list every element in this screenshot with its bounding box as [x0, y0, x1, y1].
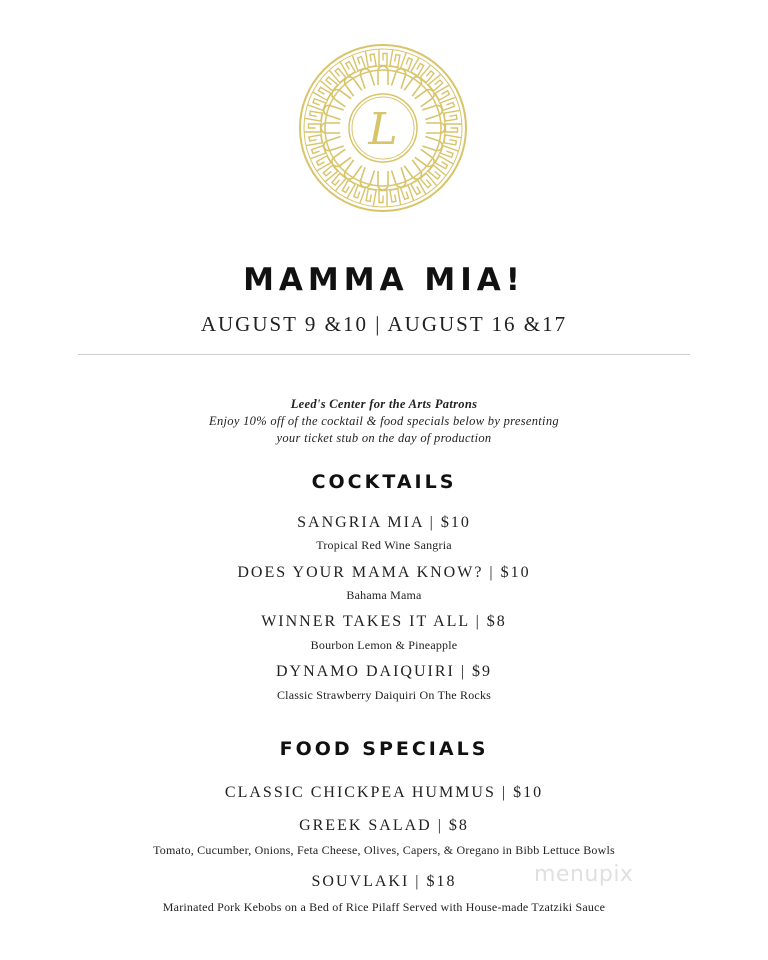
page-title: MAMMA MIA!	[243, 262, 525, 298]
cocktails-heading: COCKTAILS	[311, 471, 457, 493]
petal-ornament	[378, 171, 388, 190]
watermark: menupix	[534, 862, 634, 887]
greek-key-ornament	[446, 124, 462, 132]
patrons-note	[0, 396, 768, 447]
menu-item-description: Bahama Mama	[346, 588, 422, 602]
menu-item-description: Bourbon Lemon & Pineapple	[310, 638, 458, 652]
logo-emblem	[298, 43, 468, 213]
petal-ornament	[343, 160, 362, 181]
greek-key-ornament	[305, 110, 322, 121]
greek-key-ornament	[365, 189, 376, 206]
greek-key-ornament	[440, 97, 458, 110]
greek-key-ornament	[305, 124, 321, 132]
petal-ornament	[415, 149, 436, 168]
greek-key-ornament	[308, 146, 326, 159]
greek-key-ornament	[401, 53, 414, 71]
petal-ornament	[426, 123, 445, 133]
menu-item-name: GREEK SALAD | $8	[299, 817, 469, 834]
menu-item-name: SOUVLAKI | $18	[311, 873, 457, 890]
menu-item-description: Tropical Red Wine Sangria	[316, 538, 452, 552]
greek-key-ornament	[379, 191, 387, 207]
menu-item-description: Marinated Pork Kebobs on a Bed of Rice Pilaff Served with House-made Tzatziki Sauce	[162, 900, 606, 914]
menu-item-description: Classic Strawberry Daiquiri On The Rocks	[276, 688, 492, 702]
greek-key-ornament	[390, 189, 401, 206]
food-specials-heading: FOOD SPECIALS	[279, 738, 489, 760]
patrons-line-1: Enjoy 10% off of the cocktail & food specials below by presenting	[209, 414, 559, 428]
petal-ornament	[330, 149, 351, 168]
greek-key-ornament	[401, 185, 414, 203]
logo-monogram: L	[368, 104, 398, 155]
petal-ornament	[404, 160, 423, 181]
greek-key-ornament	[352, 185, 365, 203]
greek-key-ornament	[305, 135, 322, 146]
menu-item-name: DYNAMO DAIQUIRI | $9	[275, 663, 493, 680]
petal-ornament	[343, 75, 362, 96]
petal-ornament	[321, 123, 340, 133]
greek-key-ornament	[379, 50, 387, 66]
greek-key-ornament	[352, 53, 365, 71]
greek-key-ornament	[390, 50, 401, 67]
petal-ornament	[330, 88, 351, 107]
petal-ornament	[404, 75, 423, 96]
show-dates: AUGUST 9 &10 | AUGUST 16 &17	[200, 312, 568, 336]
greek-key-ornament	[444, 110, 461, 121]
menu-item-name: SANGRIA MIA | $10	[297, 514, 471, 531]
greek-key-ornament	[308, 97, 326, 110]
greek-key-ornament	[440, 146, 458, 159]
petal-ornament	[415, 88, 436, 107]
patrons-heading: Leed's Center for the Arts Patrons	[290, 397, 478, 411]
menu-item-name: CLASSIC CHICKPEA HUMMUS | $10	[224, 784, 544, 801]
divider	[78, 354, 690, 355]
menu-item-name: DOES YOUR MAMA KNOW? | $10	[237, 564, 531, 581]
menu-item-name: WINNER TAKES IT ALL | $8	[261, 613, 507, 630]
greek-key-ornament	[365, 50, 376, 67]
petal-ornament	[378, 66, 388, 85]
patrons-line-2: your ticket stub on the day of production	[276, 431, 492, 445]
greek-key-ornament	[444, 135, 461, 146]
menu-item-description: Tomato, Cucumber, Onions, Feta Cheese, Olives, Capers, & Oregano in Bibb Lettuce Bowls	[153, 843, 615, 857]
